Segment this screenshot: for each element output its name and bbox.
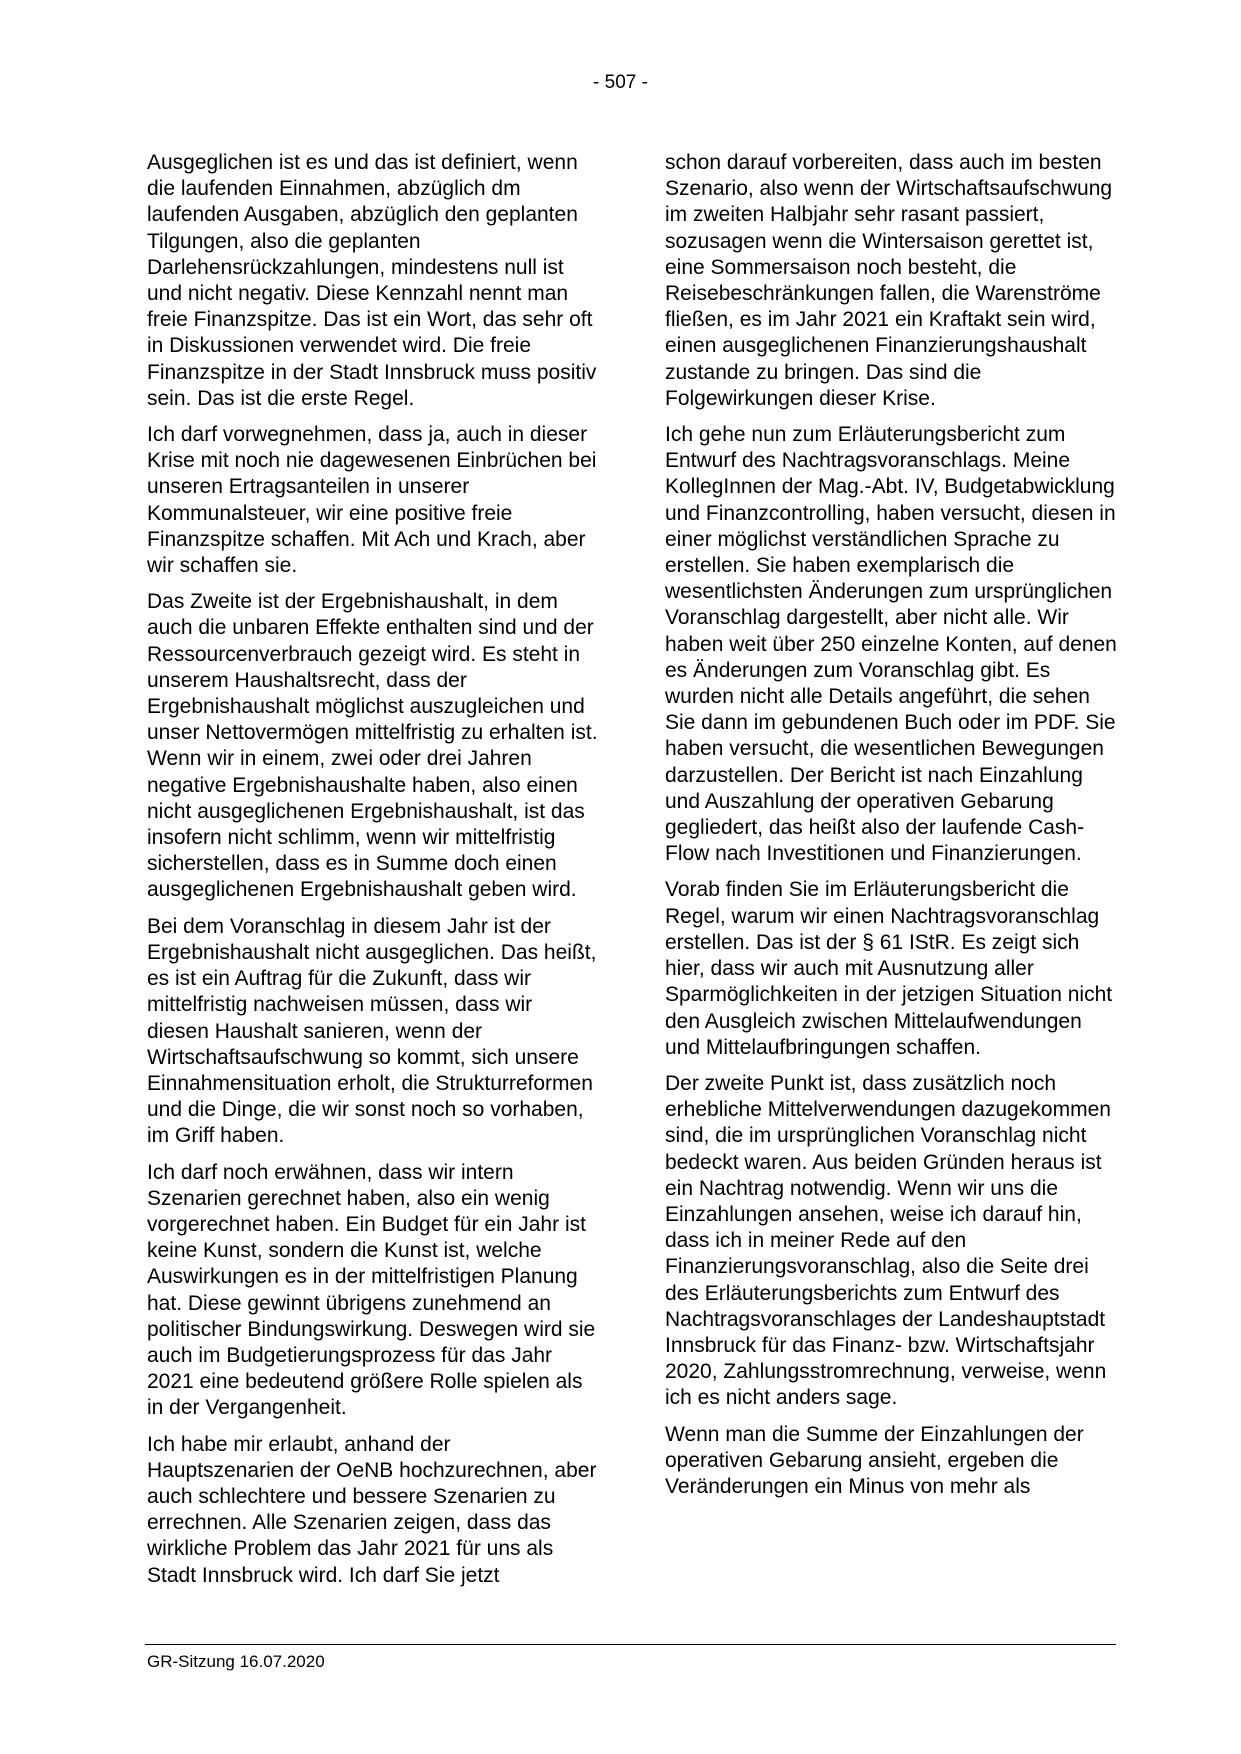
paragraph: schon darauf vorbereiten, dass auch im besten Szenario, also wenn der Wirtschaftsaufschwung im zweiten Halbjahr sehr rasant passiert, sozusagen wenn die Wintersaison gerettet ist, eine Sommersaison noch besteht, die Reisebeschränkungen fallen, die Warenströme fließen, es im Jahr 2021 ein Kraftakt sein wird, einen ausgeglichenen Finanzierungshaushalt zustande zu bringen. Das sind die Folgewirkungen dieser Krise. (665, 151, 1113, 410)
paragraph: Ich darf noch erwähnen, dass wir intern Szenarien gerechnet haben, also ein wenig vorgerechnet haben. Ein Budget für ein Jahr ist keine Kunst, sondern die Kunst ist, welche Auswirkungen es in der mittelfristigen Planung hat. Diese gewinnt übrigens zunehmend an politischer Bindungswirkung. Deswegen wird sie auch im Budgetierungsprozess für das Jahr 2021 eine bedeutend größere Rolle spielen als in der Vergangenheit. (147, 1160, 596, 1420)
page-number: - 507 - (593, 72, 648, 93)
footer-session-date: GR-Sitzung 16.07.2020 (147, 1652, 325, 1671)
right-column (665, 150, 1117, 1510)
footer-divider (145, 1644, 1116, 1645)
paragraph: Wenn man die Summe der Einzahlungen der operativen Gebarung ansieht, ergeben die Veränderungen ein Minus von mehr als (665, 1422, 1084, 1498)
left-column (147, 150, 599, 1599)
paragraph: Ausgeglichen ist es und das ist definiert, wenn die laufenden Einnahmen, abzüglich dm laufenden Ausgaben, abzüglich den geplanten Tilgungen, also die geplanten Darlehensrückzahlungen, mindestens null ist und nicht negativ. Diese Kennzahl nennt man freie Finanzspitze. Das ist ein Wort, das sehr oft in Diskussionen verwendet wird. Die freie Finanzspitze in der Stadt Innsbruck muss positiv sein. Das ist die erste Regel. (147, 151, 597, 410)
paragraph: Vorab finden Sie im Erläuterungsbericht die Regel, warum wir einen Nachtragsvoranschlag erstellen. Das ist der § 61 IStR. Es zeigt sich hier, dass wir auch mit Ausnutzung aller Sparmöglichkeiten in der jetzigen Situation nicht den Ausgleich zwischen Mittelaufwendungen und Mittelaufbringungen schaffen. (665, 878, 1113, 1059)
paragraph: Bei dem Voranschlag in diesem Jahr ist der Ergebnishaushalt nicht ausgeglichen. Das heißt, es ist ein Auftrag für die Zukunft, dass wir mittelfristig nachweisen müssen, dass wir diesen Haushalt sanieren, wenn der Wirtschaftsaufschwung so kommt, sich unsere Einnahmensituation erholt, die Strukturreformen und die Dinge, die wir sonst noch so vorhaben, im Griff haben. (147, 914, 597, 1148)
paragraph: Der zweite Punkt ist, dass zusätzlich noch erhebliche Mittelverwendungen dazugekommen sind, die im ursprünglichen Voranschlag nicht bedeckt waren. Aus beiden Gründen heraus ist ein Nachtrag notwendig. Wenn wir uns die Einzahlungen ansehen, weise ich darauf hin, dass ich in meiner Rede auf den Finanzierungsvoranschlag, also die Seite drei des Erläuterungsberichts zum Entwurf des Nachtragsvoranschlages der Landeshauptstadt Innsbruck für das Finanz- bzw. Wirtschaftsjahr 2020, Zahlungsstromrechnung, verweise, wenn ich es nicht anders sage. (665, 1071, 1111, 1410)
paragraph: Ich habe mir erlaubt, anhand der Hauptszenarien der OeNB hochzurechnen, aber auch schlechtere und bessere Szenarien zu errechnen. Alle Szenarien zeigen, dass das wirkliche Problem das Jahr 2021 für uns als Stadt Innsbruck wird. Ich darf Sie jetzt (147, 1432, 597, 1587)
paragraph: Ich gehe nun zum Erläuterungsbericht zum Entwurf des Nachtragsvoranschlags. Meine KollegInnen der Mag.-Abt. IV, Budgetabwicklung und Finanzcontrolling, haben versucht, diesen in einer möglichst verständlichen Sprache zu erstellen. Sie haben exemplarisch die wesentlichsten Änderungen zum ursprünglichen Voranschlag dargestellt, aber nicht alle. Wir haben weit über 250 einzelne Konten, auf denen es Änderungen zum Voranschlag gibt. Es wurden nicht alle Details angeführt, die sehen Sie dann im gebundenen Buch oder im PDF. Sie haben versucht, die wesentlichen Bewegungen darzustellen. Der Bericht ist nach Einzahlung und Auszahlung der operativen Gebarung gegliedert, das heißt also der laufende Cash-Flow nach Investitionen und Finanzierungen. (665, 423, 1117, 866)
paragraph: Ich darf vorwegnehmen, dass ja, auch in dieser Krise mit noch nie dagewesenen Einbrüchen bei unseren Ertragsanteilen in unserer Kommunalsteuer, wir eine positive freie Finanzspitze schaffen. Mit Ach und Krach, aber wir schaffen sie. (147, 423, 597, 578)
paragraph: Das Zweite ist der Ergebnishaushalt, in dem auch die unbaren Effekte enthalten sind und der Ressourcenverbrauch gezeigt wird. Es steht in unserem Haushaltsrecht, dass der Ergebnishaushalt möglichst auszugleichen und unser Nettovermögen mittelfristig zu erhalten ist. Wenn wir in einem, zwei oder drei Jahren negative Ergebnishaushalte haben, also einen nicht ausgeglichenen Ergebnishaushalt, ist das insofern nicht schlimm, wenn wir mittelfristig sicherstellen, dass es in Summe doch einen ausgeglichenen Ergebnishaushalt geben wird. (147, 590, 598, 902)
